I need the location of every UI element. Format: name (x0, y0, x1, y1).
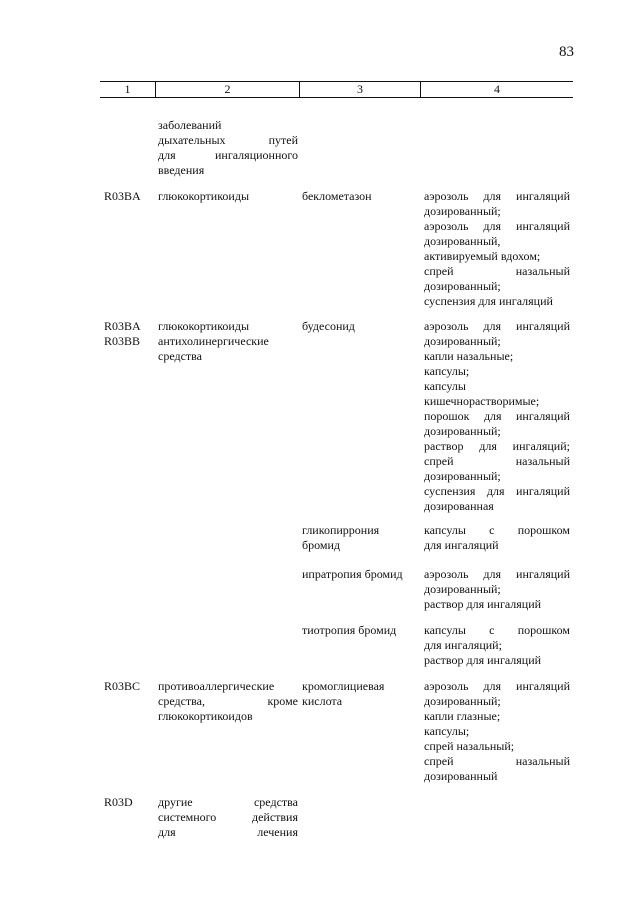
cell-line (424, 679, 570, 694)
cell-word: назальный (515, 754, 570, 768)
cell-line (104, 189, 152, 204)
cell-line (424, 204, 570, 219)
cell-word: для (483, 409, 502, 423)
cell-line (424, 484, 570, 499)
cell-word: ингаляций (516, 319, 570, 333)
cell-word: для (483, 219, 502, 233)
cell-word: ингаляционного (214, 148, 298, 162)
cell-line (424, 454, 570, 469)
cell-line (424, 439, 570, 454)
cell-word: действия (251, 810, 298, 824)
cell-word: спрей (424, 264, 454, 278)
table-cell-col2 (158, 795, 298, 840)
table-cell-col2 (158, 118, 298, 178)
cell-line (424, 249, 570, 264)
cell-line (158, 694, 298, 709)
cell-word: дозированная (424, 499, 494, 513)
cell-line (424, 364, 570, 379)
cell-word: ингаляций (516, 189, 570, 203)
table-cell-col4 (424, 319, 570, 514)
cell-line (104, 679, 152, 694)
cell-line (158, 825, 298, 840)
cell-line (158, 319, 298, 334)
table-cell-col4 (424, 189, 570, 309)
cell-word: аэрозоль (424, 567, 469, 581)
cell-line (302, 679, 420, 694)
cell-line (302, 523, 420, 538)
cell-word: дозированный; (424, 279, 501, 293)
cell-word: аэрозоль (424, 219, 469, 233)
cell-line (424, 424, 570, 439)
cell-word: для (483, 567, 502, 581)
cell-word: суспензия (424, 484, 476, 498)
table-cell-col2 (158, 319, 298, 364)
cell-word: аэрозоль (424, 679, 469, 693)
cell-word: раствор (424, 439, 464, 453)
cell-line (424, 739, 570, 754)
cell-word: для (483, 679, 502, 693)
cell-word: будесонид (302, 319, 355, 333)
table-cell-col3 (302, 189, 420, 204)
cell-line (424, 623, 570, 638)
cell-word: спрей (424, 754, 454, 768)
cell-line (424, 469, 570, 484)
cell-word: глюкокортикоидов (158, 709, 253, 723)
cell-word: для (486, 484, 505, 498)
cell-line (424, 334, 570, 349)
table-cell-col3 (302, 679, 420, 709)
cell-line (158, 334, 298, 349)
cell-word: дозированный (424, 769, 498, 783)
cell-word: порошок (424, 409, 470, 423)
table-cell-col4 (424, 523, 570, 553)
cell-line (424, 279, 570, 294)
cell-line (158, 709, 298, 724)
cell-word: ингаляций (516, 219, 570, 233)
cell-word: капсулы (424, 623, 466, 637)
cell-line (424, 349, 570, 364)
cell-word: глюкокортикоиды (158, 319, 250, 333)
cell-line (104, 319, 152, 334)
header-cell-4: 4 (494, 82, 500, 96)
cell-word: ингаляций; (512, 439, 570, 453)
cell-word: дозированный; (424, 334, 501, 348)
cell-word: R03BC (104, 679, 141, 693)
cell-line (424, 294, 570, 309)
cell-line (158, 795, 298, 810)
cell-line (424, 538, 570, 553)
cell-line (302, 319, 420, 334)
cell-word: противоаллергические (158, 679, 275, 693)
cell-word: для (158, 148, 176, 162)
cell-line (424, 582, 570, 597)
cell-word: капсулы (424, 523, 466, 537)
cell-word: для ингаляций; (424, 638, 502, 652)
table-cell-col3 (302, 567, 420, 582)
cell-word: дозированный; (424, 694, 501, 708)
cell-line (424, 394, 570, 409)
cell-word: дозированный; (424, 204, 501, 218)
table-cell-col3 (302, 319, 420, 334)
table-cell-col4 (424, 567, 570, 612)
cell-line (424, 597, 570, 612)
cell-word: кромоглициевая (302, 679, 385, 693)
table-cell-col1 (104, 679, 152, 694)
cell-word: тиотропия бромид (302, 623, 397, 637)
cell-line (424, 694, 570, 709)
cell-word: кишечнорастворимые; (424, 394, 540, 408)
cell-line (424, 754, 570, 769)
table-cell-col4 (424, 623, 570, 668)
cell-line (158, 189, 298, 204)
cell-word: для (158, 825, 176, 839)
cell-word: дозированный; (424, 469, 501, 483)
cell-word: кроме (267, 694, 298, 708)
cell-word: средства (158, 349, 203, 363)
cell-line (424, 724, 570, 739)
cell-line (424, 653, 570, 668)
cell-line (302, 567, 420, 582)
cell-line (424, 567, 570, 582)
cell-line (424, 189, 570, 204)
cell-line (104, 795, 152, 810)
cell-word: капсулы (424, 379, 466, 393)
cell-line (424, 319, 570, 334)
cell-line (158, 810, 298, 825)
cell-word: бромид (302, 538, 340, 552)
cell-line (424, 709, 570, 724)
cell-line (158, 133, 298, 148)
table-cell-col2 (158, 189, 298, 204)
cell-word: дозированный; (424, 582, 501, 596)
cell-word: порошком (517, 623, 570, 637)
cell-word: аэрозоль (424, 189, 469, 203)
cell-word: активируемый вдохом; (424, 249, 541, 263)
table-cell-col1 (104, 189, 152, 204)
cell-line (158, 679, 298, 694)
cell-line (158, 349, 298, 364)
cell-line (104, 334, 152, 349)
cell-word: капли назальные; (424, 349, 514, 363)
cell-word: лечения (257, 825, 298, 839)
cell-word: дозированный; (424, 424, 501, 438)
cell-word: ипратропия бромид (302, 567, 403, 581)
cell-word: кислота (302, 694, 343, 708)
cell-word: заболеваний (158, 118, 222, 132)
cell-line (158, 163, 298, 178)
cell-word: глюкокортикоиды (158, 189, 250, 203)
cell-line (424, 234, 570, 249)
cell-word: дыхательных (158, 133, 226, 147)
cell-word: раствор для ингаляций (424, 597, 542, 611)
cell-line (302, 189, 420, 204)
cell-word: R03BA (104, 189, 141, 203)
header-cell-2: 2 (224, 82, 231, 96)
cell-word: аэрозоль (424, 319, 469, 333)
cell-word: спрей (424, 454, 454, 468)
table-cell-col2 (158, 679, 298, 724)
cell-line (424, 769, 570, 784)
cell-word: введения (158, 163, 205, 177)
cell-word: ингаляций (516, 484, 570, 498)
cell-word: для (483, 319, 502, 333)
cell-word: беклометазон (302, 189, 372, 203)
cell-word: капсулы; (424, 364, 470, 378)
cell-word: антихолинергические (158, 334, 269, 348)
cell-word: путей (268, 133, 298, 147)
cell-line (158, 118, 298, 133)
cell-word: для (479, 439, 497, 453)
cell-word: спрей назальный; (424, 739, 515, 753)
cell-line (424, 523, 570, 538)
cell-word: дозированный, (424, 234, 501, 248)
cell-word: ингаляций (516, 567, 570, 581)
cell-word: средства (253, 795, 298, 809)
cell-word: ингаляций (516, 679, 570, 693)
table-cell-col1 (104, 319, 152, 349)
cell-line (302, 623, 420, 638)
cell-line (424, 638, 570, 653)
cell-line (424, 219, 570, 234)
cell-word: ингаляций (516, 409, 570, 423)
cell-word: капли глазные; (424, 709, 501, 723)
header-cell-3: 3 (357, 82, 363, 96)
table-cell-col1 (104, 795, 152, 810)
cell-line (424, 264, 570, 279)
cell-word: капсулы; (424, 724, 470, 738)
cell-word: порошком (517, 523, 570, 537)
cell-line (302, 694, 420, 709)
cell-line (424, 409, 570, 424)
header-cell-1: 1 (124, 82, 131, 96)
cell-word: с (489, 523, 495, 537)
cell-word: другие (158, 795, 193, 809)
cell-word: с (489, 623, 495, 637)
cell-word: для (483, 189, 502, 203)
cell-word: для ингаляций (424, 538, 499, 552)
cell-word: назальный (515, 264, 570, 278)
cell-word: R03BB (104, 334, 141, 348)
cell-word: гликопиррония (302, 523, 380, 537)
cell-line (302, 538, 420, 553)
cell-word: системного (158, 810, 217, 824)
cell-word: раствор для ингаляций (424, 653, 542, 667)
page-number: 83 (559, 44, 574, 60)
cell-line (158, 148, 298, 163)
cell-word: суспензия для ингаляций (424, 294, 553, 308)
table-cell-col3 (302, 523, 420, 553)
cell-word: R03D (104, 795, 133, 809)
cell-line (424, 499, 570, 514)
cell-line (424, 379, 570, 394)
cell-word: средства, (158, 694, 206, 708)
cell-word: R03BA (104, 319, 141, 333)
cell-word: назальный (515, 454, 570, 468)
table-cell-col3 (302, 623, 420, 638)
table-cell-col4 (424, 679, 570, 784)
table-header-row (100, 81, 573, 98)
